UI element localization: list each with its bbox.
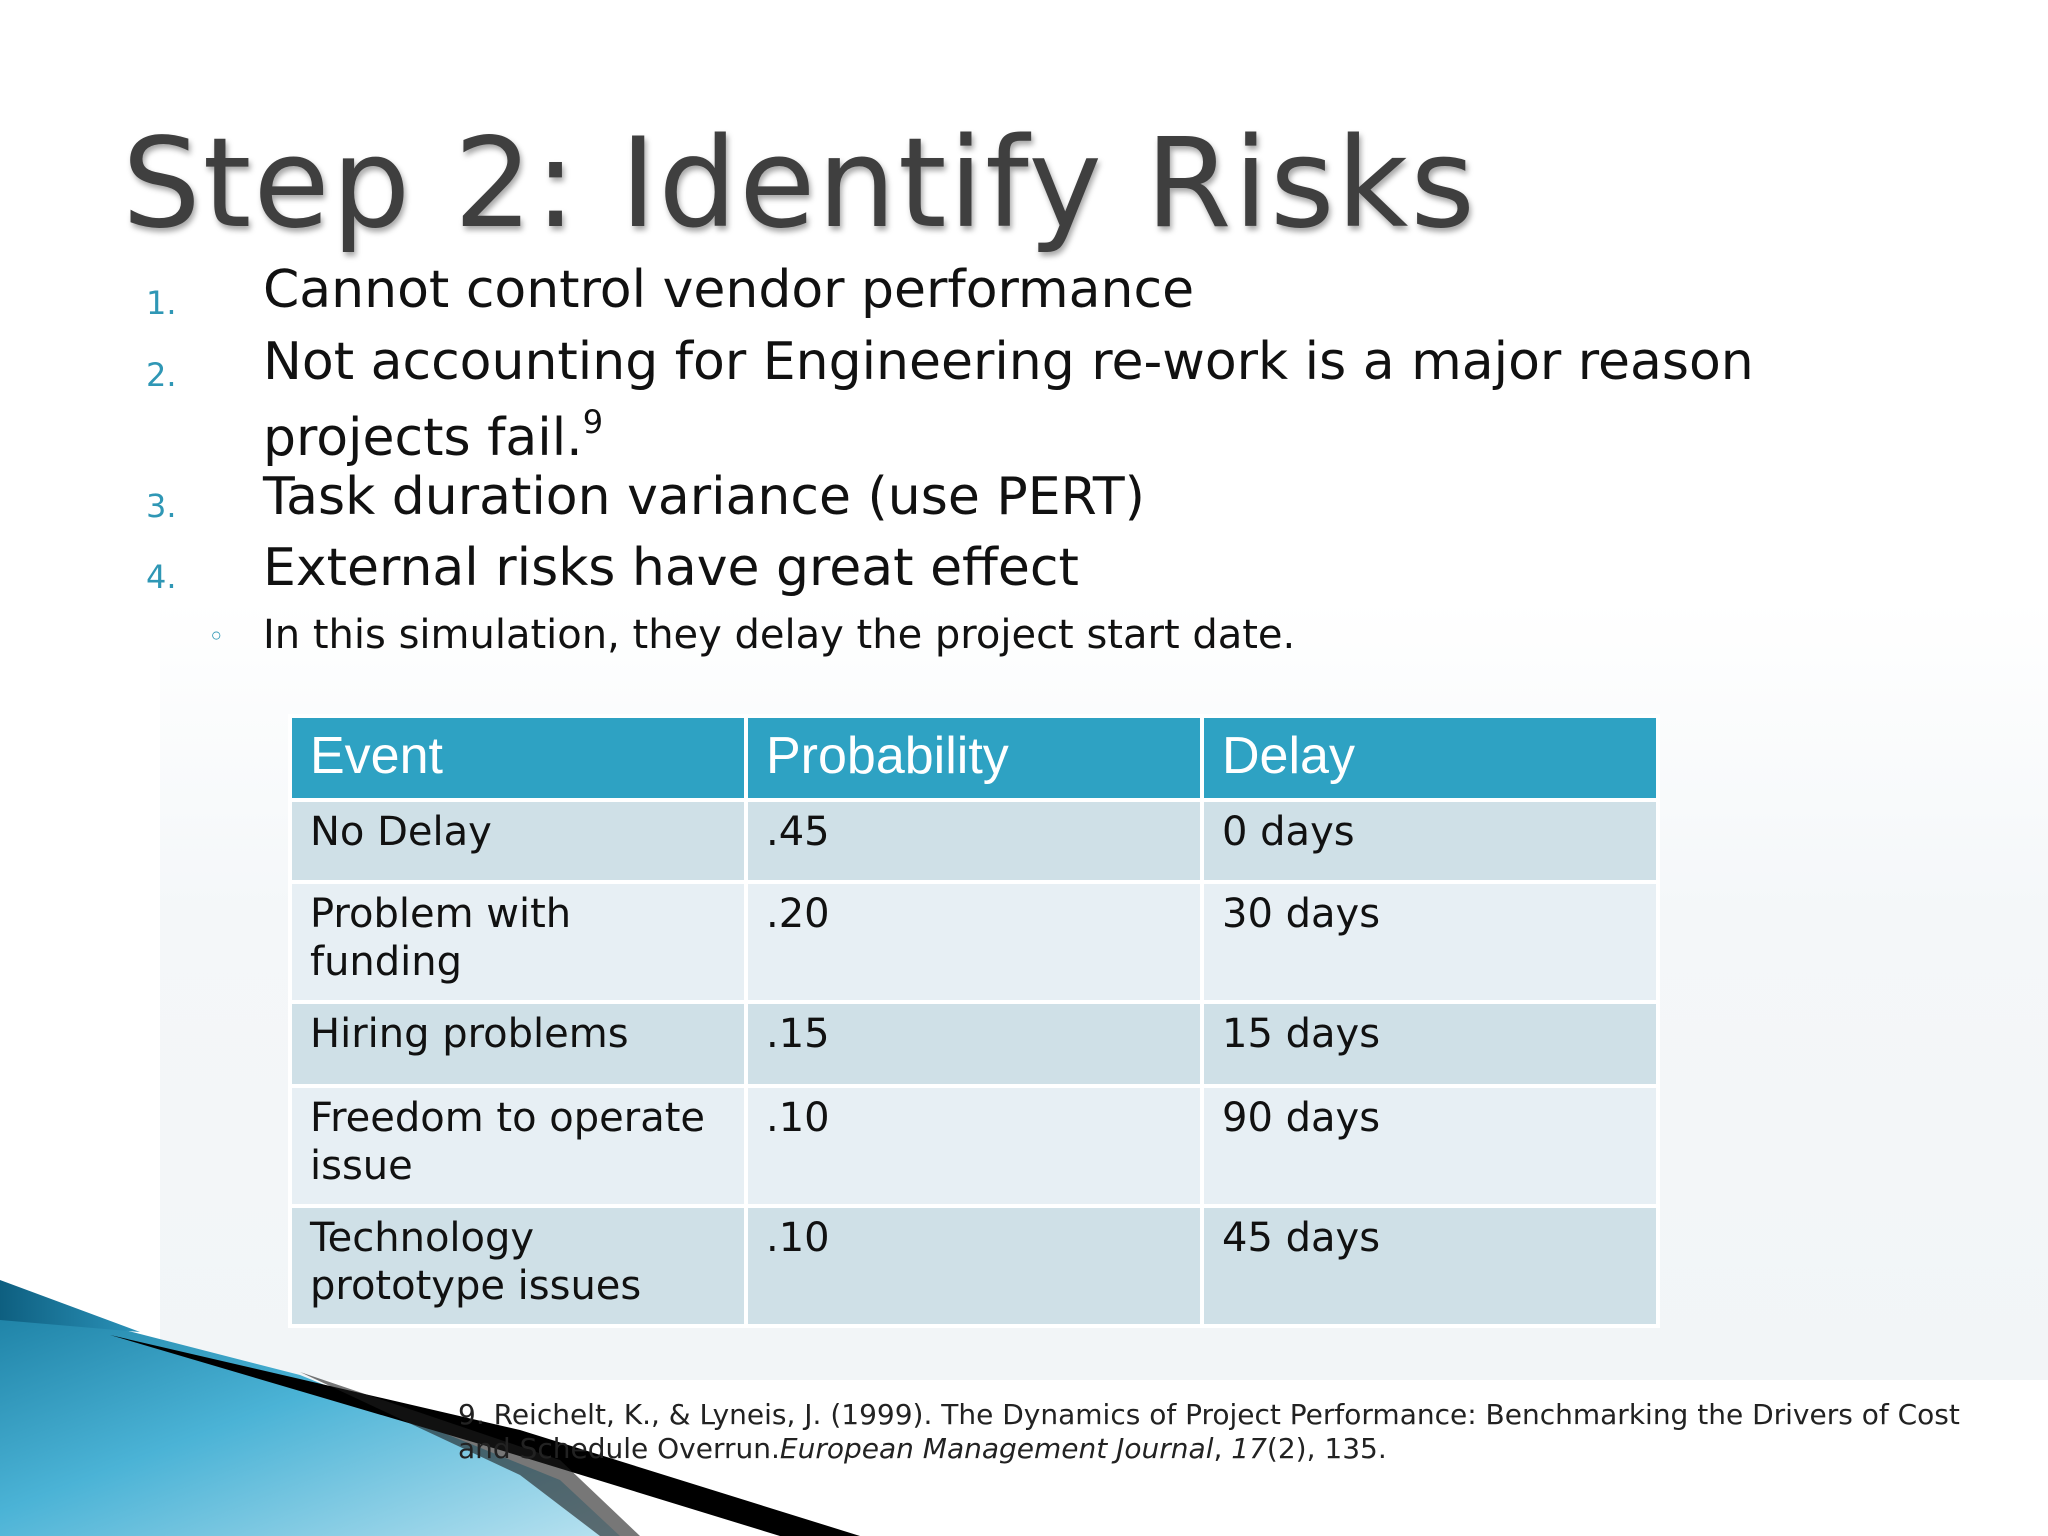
sub-bullet-icon: ◦ xyxy=(208,620,225,653)
cell-event: Freedom to operate issue xyxy=(290,1086,746,1206)
cell-probability: .45 xyxy=(746,800,1202,882)
list-text: External risks have great effect xyxy=(263,538,1079,598)
header-event: Event xyxy=(290,716,746,800)
slide-title: Step 2: Identify Risks xyxy=(122,112,1477,256)
footnote-ref: 9 xyxy=(582,403,604,441)
cell-event: No Delay xyxy=(290,800,746,882)
risk-table xyxy=(288,714,1660,1328)
list-text-body: Not accounting for Engineering re-work is a major reason projects fail. xyxy=(263,332,1754,468)
list-text: Cannot control vendor performance xyxy=(263,260,1195,320)
cell-probability: .10 xyxy=(746,1206,1202,1326)
list-text xyxy=(263,332,1963,468)
table-row xyxy=(290,882,1658,1002)
list-number: 2. xyxy=(146,356,177,394)
cell-delay: 15 days xyxy=(1202,1002,1658,1086)
list-number: 1. xyxy=(146,284,177,322)
cell-probability: .15 xyxy=(746,1002,1202,1086)
table-row xyxy=(290,1086,1658,1206)
table-header-row xyxy=(290,716,1658,800)
list-number: 3. xyxy=(146,487,177,525)
cell-event: Hiring problems xyxy=(290,1002,746,1086)
cell-event: Problem with funding xyxy=(290,882,746,1002)
cell-delay: 45 days xyxy=(1202,1206,1658,1326)
cell-delay: 30 days xyxy=(1202,882,1658,1002)
header-probability: Probability xyxy=(746,716,1202,800)
footnote xyxy=(458,1398,2018,1466)
footnote-suffix: (2), 135. xyxy=(1266,1432,1387,1465)
footnote-sep: , xyxy=(1213,1432,1232,1465)
footnote-journal: European Management Journal xyxy=(779,1432,1214,1465)
table-row xyxy=(290,800,1658,882)
cell-probability: .20 xyxy=(746,882,1202,1002)
cell-probability: .10 xyxy=(746,1086,1202,1206)
cell-delay: 90 days xyxy=(1202,1086,1658,1206)
cell-delay: 0 days xyxy=(1202,800,1658,882)
list-text: Task duration variance (use PERT) xyxy=(263,467,1145,527)
sub-list-text: In this simulation, they delay the project start date. xyxy=(263,612,1296,658)
list-number: 4. xyxy=(146,558,177,596)
table-row xyxy=(290,1002,1658,1086)
cell-event: Technology prototype issues xyxy=(290,1206,746,1326)
footnote-text: 9. Reichelt, K., & Lyneis, J. (1999). The Dynamics of Project Performance: Benchmarking the Drivers of Cost and Schedule Overrun. xyxy=(458,1398,1960,1465)
header-delay: Delay xyxy=(1202,716,1658,800)
footnote-volume: 17 xyxy=(1231,1432,1267,1465)
